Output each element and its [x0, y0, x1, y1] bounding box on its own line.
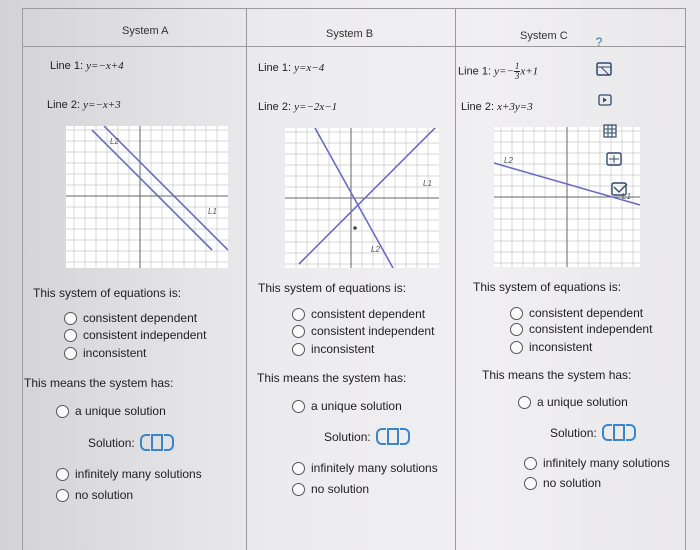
ordered-pair-input[interactable] — [140, 434, 174, 451]
ordered-pair-input[interactable] — [602, 424, 636, 441]
system-c-solution: Solution: — [550, 424, 636, 441]
radio-icon[interactable] — [524, 477, 537, 490]
radio-icon[interactable] — [56, 489, 69, 502]
graph-tool-icon[interactable] — [606, 152, 622, 166]
system-a-unique-solution[interactable]: a unique solution — [56, 404, 166, 418]
system-c-means: This means the system has: — [482, 368, 632, 382]
system-c-title: System C — [520, 30, 568, 42]
radio-icon[interactable] — [510, 341, 523, 354]
ordered-pair-input[interactable] — [376, 428, 410, 445]
system-a-option-inconsistent[interactable]: inconsistent — [64, 346, 146, 360]
system-c-option-inconsistent[interactable]: inconsistent — [510, 340, 592, 354]
system-b-line1: Line 1: y=x−4 — [258, 62, 325, 74]
radio-icon[interactable] — [292, 325, 305, 338]
radio-icon[interactable] — [56, 405, 69, 418]
radio-icon[interactable] — [518, 396, 531, 409]
radio-icon[interactable] — [292, 400, 305, 413]
border-left — [22, 8, 23, 550]
system-b-title: System B — [326, 28, 374, 40]
radio-icon[interactable] — [292, 483, 305, 496]
line-l2 — [92, 130, 212, 250]
system-b-means: This means the system has: — [257, 371, 407, 385]
play-icon[interactable] — [598, 94, 612, 106]
help-icon[interactable]: ? — [595, 35, 603, 49]
line-l1 — [299, 128, 439, 264]
system-a-line1: Line 1: y=−x+4 — [50, 60, 124, 72]
grid — [66, 126, 228, 268]
system-b-option-inconsistent[interactable]: inconsistent — [292, 342, 374, 356]
system-c-infinite-solutions[interactable]: infinitely many solutions — [524, 456, 670, 470]
system-a-no-solution[interactable]: no solution — [56, 488, 133, 502]
system-a-question: This system of equations is: — [33, 286, 182, 300]
system-a-line2: Line 2: y=−x+3 — [47, 99, 121, 111]
system-c-option-dependent[interactable]: consistent dependent — [510, 306, 643, 320]
radio-icon[interactable] — [510, 323, 523, 336]
border-top — [22, 8, 686, 9]
system-a-option-dependent[interactable]: consistent dependent — [64, 311, 197, 325]
border-right — [685, 8, 686, 550]
system-b-question: This system of equations is: — [258, 281, 407, 295]
radio-icon[interactable] — [64, 347, 77, 360]
label-l1: L1 — [622, 192, 631, 201]
border-a-b — [246, 8, 247, 550]
system-a-solution: Solution: — [88, 434, 174, 451]
system-a-graph[interactable] — [66, 126, 228, 268]
border-b-c — [455, 8, 456, 550]
radio-icon[interactable] — [510, 307, 523, 320]
system-b-line2: Line 2: y=−2x−1 — [258, 101, 338, 113]
system-c-line1: Line 1: y=− $\frac{1}{3}$ x+1 — [458, 61, 539, 81]
line-l1 — [104, 126, 228, 250]
label-l1: L1 — [423, 179, 432, 188]
system-c-line2: Line 2: x+3y=3 — [461, 101, 533, 113]
system-c-option-independent[interactable]: consistent independent — [510, 322, 652, 336]
radio-icon[interactable] — [292, 343, 305, 356]
system-b-infinite-solutions[interactable]: infinitely many solutions — [292, 461, 438, 475]
header-divider — [22, 46, 686, 47]
radio-icon[interactable] — [64, 329, 77, 342]
radio-icon[interactable] — [292, 462, 305, 475]
system-b-graph[interactable] — [285, 128, 439, 268]
system-b-option-dependent[interactable]: consistent dependent — [292, 307, 425, 321]
line-tool-icon[interactable] — [611, 182, 629, 196]
label-l1: L1 — [208, 207, 217, 216]
radio-icon[interactable] — [292, 308, 305, 321]
system-a-option-independent[interactable]: consistent independent — [64, 328, 206, 342]
system-b-unique-solution[interactable]: a unique solution — [292, 399, 402, 413]
system-a-means: This means the system has: — [24, 376, 174, 390]
system-c-unique-solution[interactable]: a unique solution — [518, 395, 628, 409]
system-b-option-independent[interactable]: consistent independent — [292, 324, 434, 338]
radio-icon[interactable] — [56, 468, 69, 481]
system-a-infinite-solutions[interactable]: infinitely many solutions — [56, 467, 202, 481]
label-l2: L2 — [110, 137, 119, 146]
system-b-no-solution[interactable]: no solution — [292, 482, 369, 496]
system-c-no-solution[interactable]: no solution — [524, 476, 601, 490]
radio-icon[interactable] — [524, 457, 537, 470]
system-b-solution: Solution: — [324, 428, 410, 445]
label-l2: L2 — [371, 245, 380, 254]
table-icon[interactable] — [596, 62, 612, 76]
grid-icon[interactable] — [603, 124, 617, 138]
system-a-title: System A — [122, 25, 169, 37]
radio-icon[interactable] — [64, 312, 77, 325]
system-c-graph[interactable] — [494, 127, 640, 267]
system-c-question: This system of equations is: — [473, 280, 622, 294]
label-l2: L2 — [504, 156, 513, 165]
intersection-point — [353, 226, 357, 230]
